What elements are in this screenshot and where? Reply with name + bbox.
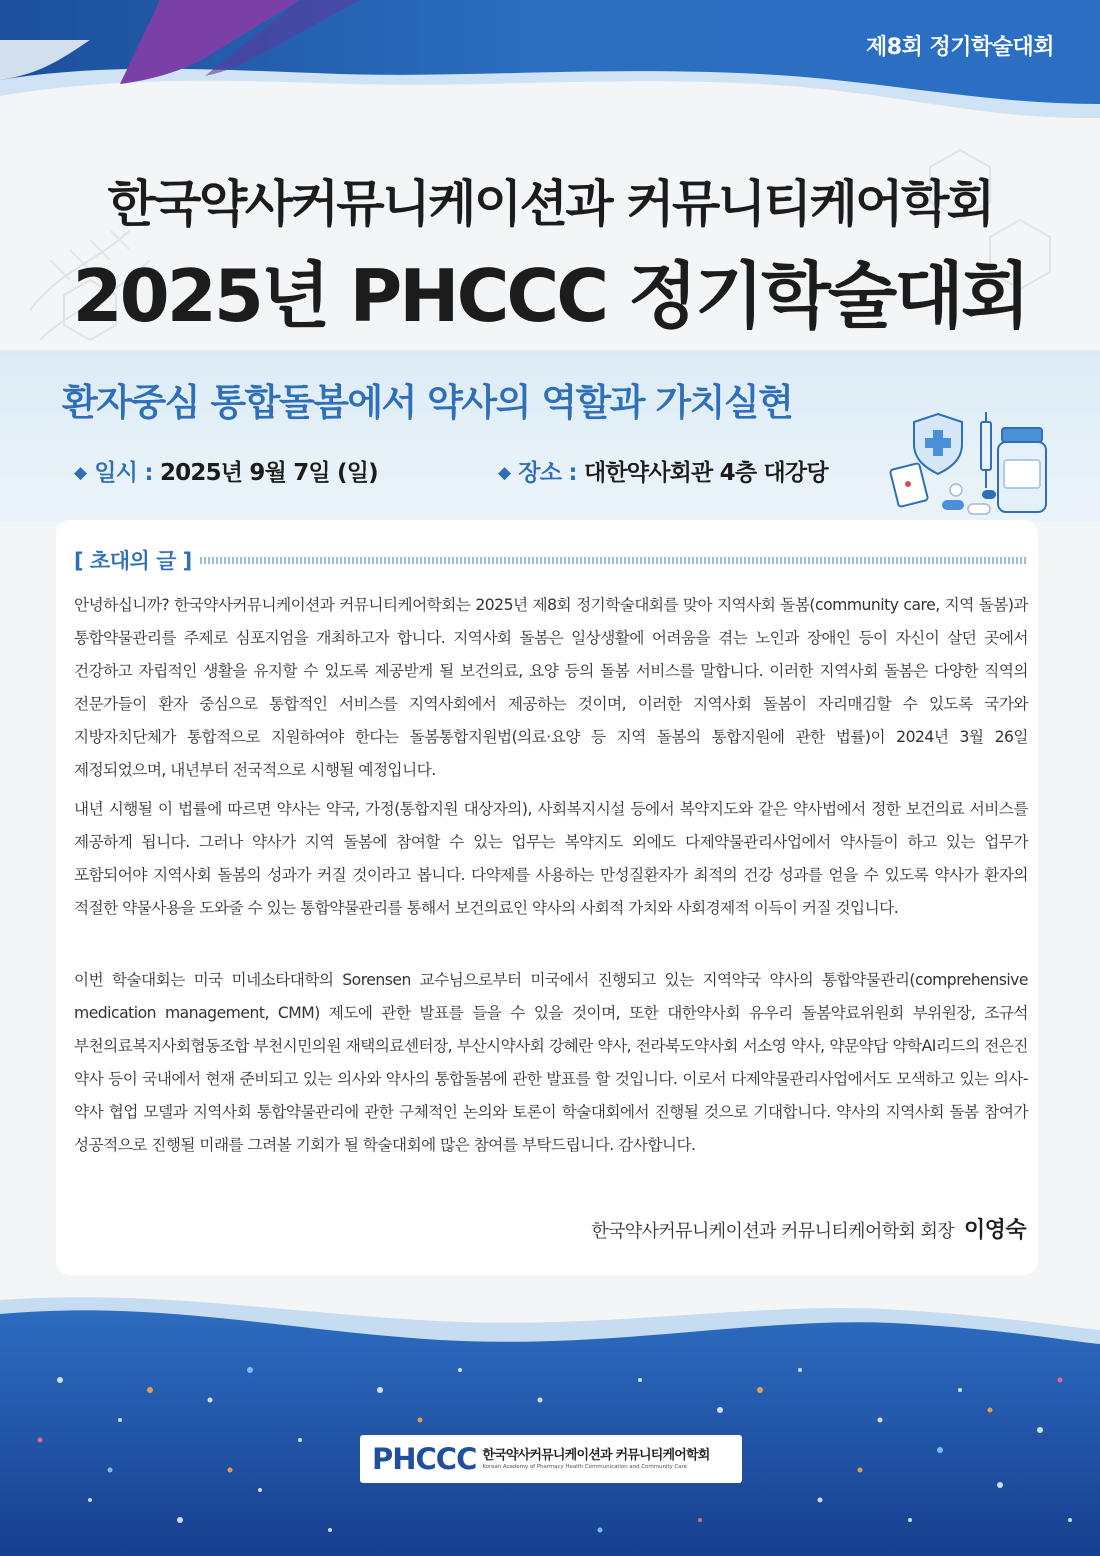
letter-paragraph: 내년 시행될 이 법률에 따르면 약사는 약국, 가정(통합지원 대상자의), 사회복지시설 등에서 복약지도와 같은 약사법에서 정한 보건의료 서비스를 제공하게 됩니다. 그러나 약사가 지역 돌봄에 참여할 수 있는 업무는 복약지도 외에도 다제약물관리사업에서 약사들이 하고 있는 업무가 포함되어야 지역사회 돌봄의 성과가 커질 것이라고 봅니다. 다약제를 사용하는 만성질환자가 최적의 건강 성과를 얻을 수 있도록 약사가 환자의 적절한 약물사용을 도와줄 수 있는 통합약물관리를 통해서 보건의료인 약사의 사회적 가치와 사회경제적 이득이 커질 것입니다. bbox=[74, 800, 1028, 917]
signature-title: 한국약사커뮤니케이션과 커뮤니티케어학회 회장 bbox=[591, 1221, 955, 1242]
bottom-wave-banner bbox=[0, 1270, 1100, 1556]
logo-korean-name: 한국약사커뮤니케이션과 커뮤니티케어학회 bbox=[482, 1447, 710, 1463]
organization-logo bbox=[360, 1435, 742, 1483]
date-label: 일시 : bbox=[94, 460, 153, 486]
theme-subtitle: 환자중심 통합돌봄에서 약사의 역할과 가치실현 bbox=[62, 381, 793, 424]
letter-paragraph: 이번 학술대회는 미국 미네소타대학의 Sorensen 교수님으로부터 미국에서 진행되고 있는 지역약국 약사의 통합약물관리(comprehensive medication management, CMM) 제도에 관한 발표를 들을 수 있을 것이며, 또한 대한약사회 유우리 돌봄약료위원회 부위원장, 조규석 부천의료복지사회협동조합 부천시민의원 재택의료센터장, 부산시약사회 강혜란 약사, 전라북도약사회 서소영 약사, 약문약답 약학AI리드의 전은진 약사 등이 국내에서 현재 준비되고 있는 의사와 약사의 통합돌봄에 관한 발표를 할 것입니다. 이로서 다제약물관리사업에서도 모색하고 있는 의사-약사 협업 모델과 지역사회 통합약물관리에 관한 구체적인 논의와 토론이 학술대회에서 진행될 것으로 기대합니다. 약사의 지역사회 돌봄 참여가 성공적으로 진행될 미래를 그려볼 기회가 될 학술대회에 많은 참여를 부탁드립니다. 감사합니다. bbox=[74, 971, 1028, 1154]
logo-mark: PHCCC bbox=[372, 1442, 477, 1476]
date-value: 2025년 9월 7일 (일) bbox=[159, 460, 378, 486]
diamond-icon: ◆ bbox=[498, 463, 511, 483]
logo-text bbox=[482, 1448, 709, 1471]
logo-english-name: Korean Academy of Pharmacy Health Communication and Community Care bbox=[482, 1463, 687, 1470]
place-value: 대한약사회관 4층 대강당 bbox=[583, 460, 828, 486]
event-date bbox=[74, 454, 378, 487]
section-header bbox=[74, 544, 1028, 576]
signature bbox=[591, 1213, 1026, 1244]
medicine-illustration-icon bbox=[886, 408, 1056, 526]
title-organization: 한국약사커뮤니케이션과 커뮤니티케어학회 bbox=[107, 175, 993, 233]
place-label: 장소 : bbox=[518, 460, 577, 486]
section-divider bbox=[200, 557, 1028, 564]
section-title: [ 초대의 글 ] bbox=[74, 549, 192, 573]
signature-name: 이영숙 bbox=[964, 1218, 1026, 1243]
event-place bbox=[498, 454, 828, 487]
letter-paragraph: 안녕하십니까? 한국약사커뮤니케이션과 커뮤니티케어학회는 2025년 제8회 정기학술대회를 맞아 지역사회 돌봄(community care, 지역 돌봄)과 통합약물관리를 주제로 심포지엄을 개최하고자 합니다. 지역사회 돌봄은 일상생활에 어려움을 겪는 노인과 장애인 등이 자신이 살던 곳에서 건강하고 자립적인 생활을 유지할 수 있도록 제공받게 될 보건의료, 요양 등의 돌봄 서비스를 말합니다. 이러한 지역사회 돌봄은 다양한 직역의 전문가들이 환자 중심으로 통합적인 서비스를 지역사회에서 제공하는 것이며, 이러한 지역사회 돌봄이 자리매김할 수 있도록 국가와 지방자치단체가 통합적으로 지원하여야 한다는 돌봄통합지원법(의료·요양 등 지역 돌봄의 통합지원에 관한 법률)이 2024년 3월 26일 제정되었으며, 내년부터 전국적으로 시행될 예정입니다. bbox=[74, 596, 1028, 779]
title-event: 2025년 PHCCC 정기학술대회 bbox=[72, 254, 1028, 338]
edition-label: 제8회 정기학술대회 bbox=[866, 35, 1054, 60]
diamond-icon: ◆ bbox=[74, 463, 87, 483]
